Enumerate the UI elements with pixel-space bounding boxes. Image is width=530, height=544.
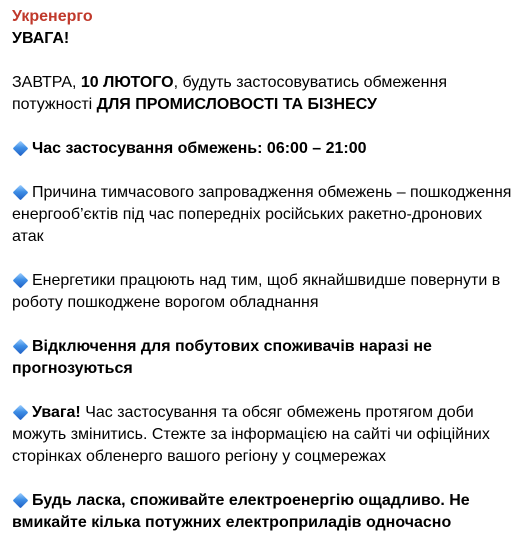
blue-diamond-icon <box>13 404 29 420</box>
paragraph-household: Відключення для побутових споживачів наразі не прогнозуються <box>12 338 432 377</box>
blue-diamond-icon <box>13 184 29 200</box>
paragraph-reason: Причина тимчасового запровадження обмежень – пошкодження енергооб’єктів під час попередніх російських ракетно-дронових атак <box>12 184 512 245</box>
headline: УВАГА! <box>12 30 70 47</box>
paragraph-time: Час застосування обмежень: 06:00 – 21:00 <box>12 138 518 160</box>
blue-diamond-icon <box>13 272 29 288</box>
sender-name[interactable]: Укренерго <box>12 8 93 25</box>
blue-diamond-icon <box>13 492 29 508</box>
paragraph-attention: Увага! Час застосування та обсяг обмежень протягом доби можуть змінитись. Стежте за інформацією на сайті чи офіційних сторінках обленерго вашого регіону у соцмережах <box>12 404 490 465</box>
paragraph-restrictions: ЗАВТРА, 10 ЛЮТОГО, будуть застосовуватись обмеження потужності ДЛЯ ПРОМИСЛОВОСТІ ТА БІЗНЕСУ <box>12 74 447 113</box>
blue-diamond-icon <box>13 338 29 354</box>
paragraph-save-energy: Будь ласка, споживайте електроенергію ощадливо. Не вмикайте кілька потужних електроприладів одночасно <box>12 492 470 531</box>
blue-diamond-icon <box>13 140 29 156</box>
paragraph-repair: Енергетики працюють над тим, щоб якнайшвидше повернути в роботу пошкоджене ворогом обладнання <box>12 272 501 311</box>
